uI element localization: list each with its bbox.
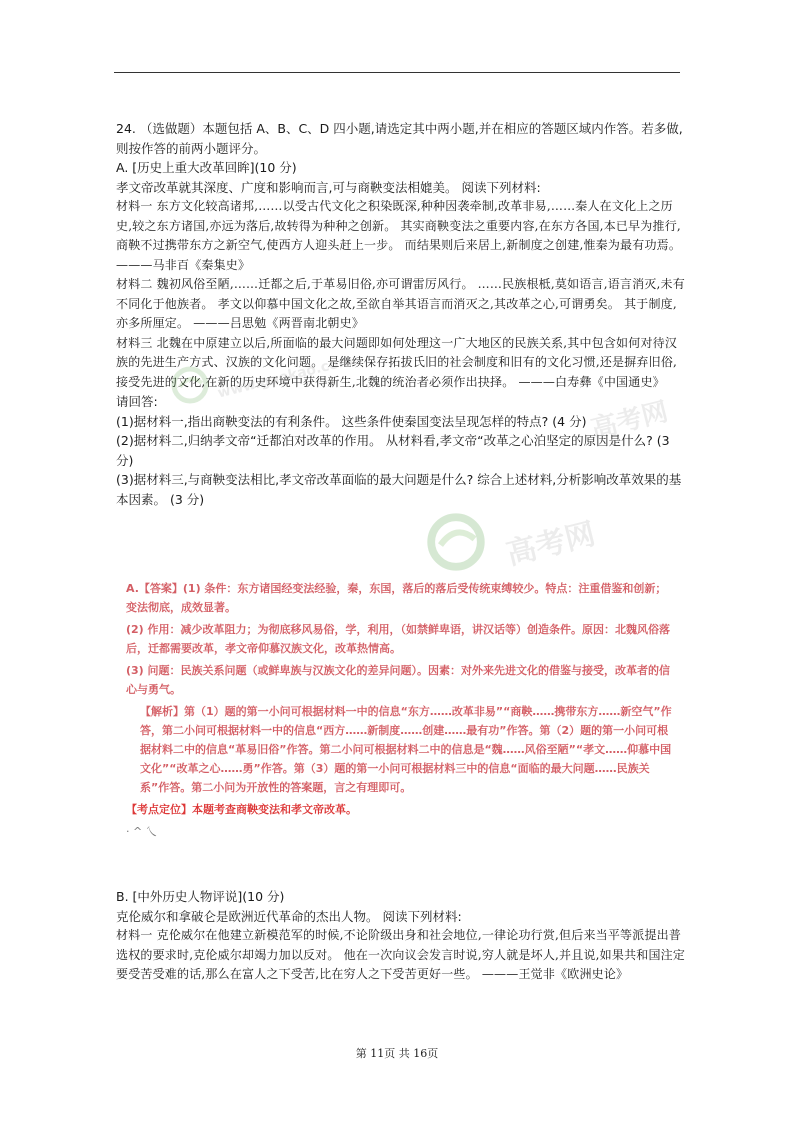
answer-focus: 【考点定位】本题考查商鞅变法和孝文帝改革。 <box>126 803 357 816</box>
ask-prompt: 请回答: <box>116 394 158 409</box>
section-a-title: A. [历史上重大改革回眸](10 分) <box>116 160 297 175</box>
sub-question-1: (1)据材料一,指出商鞅变法的有利条件。 这些条件使秦国变法呈现怎样的特点? (4 分) <box>116 413 587 429</box>
question-intro: 24. （选做题）本题包括 A、B、C、D 四小题,请选定其中两小题,并在相应的答题区域内作答。若多做,则按作答的前两小题评分。 <box>116 121 683 156</box>
question-a-block <box>116 119 688 509</box>
answer-image-block <box>126 579 676 887</box>
material-2: 材料二 魏初风俗至陋,……迁都之后,于革易旧俗,亦可谓雷厉风行。 ……民族根柢,莫如语言,语言消灭,未有不同化于他族者。 孝文以仰慕中国文化之故,至欲自举其语言而消灭之,其改革之心,可谓勇矣。 其于制度,亦多所厘定。 ———吕思勉《两晋南北朝史》 <box>116 277 685 330</box>
header-rule <box>114 72 680 73</box>
sub-question-3: (3)据材料三,与商鞅变法相比,孝文帝改革面临的最大问题是什么? 综合上述材料,分析影响改革效果的基本因素。 (3 分) <box>116 472 682 507</box>
material-1: 材料一 东方文化较高诸邦,……以受古代文化之积染既深,种种因袭牵制,改革非易,……秦人在文化上之历史,较之东方诸国,亦远为落后,故转得为种种之创新。 其实商鞅变法之重要内容,在东方各国,本已早为推行,商鞅不过携带东方之新空气,使西方人迎头赶上一步。 而结果则后来居上,新制度之创建,惟秦为最有功焉。 ———马非百《秦集史》 <box>116 199 682 272</box>
watermark-text-left: www.gaokao.com <box>216 352 355 402</box>
material-3: 材料三 北魏在中原建立以后,所面临的最大问题即如何处理这一广大地区的民族关系,其中包含如何对待汉族的先进生产方式、汉族的文化问题。 是继续保存拓拔氏旧的社会制度和旧有的文化习惯,还是摒弃旧俗,接受先进的文化,在新的历史环境中获得新生,北魏的统治者必须作出抉择。 ———白寿彝《中国通史》 <box>116 335 678 389</box>
answer-part-2: (2) 作用：减少改革阻力；为彻底移风易俗，学，利用，（如禁鲜卑语，讲汉话等）创造条件。原因：北魏风俗落后，迁都需要改革，孝文帝仰慕汉族文化，改革热情高。 <box>126 623 671 655</box>
stray-marks: · ^ 乀 <box>126 825 157 838</box>
section-a-lead: 孝文帝改革就其深度、广度和影响而言,可与商鞅变法相媲美。 阅读下列材料: <box>116 179 541 195</box>
watermark-text-right: 高考网 <box>588 396 672 445</box>
page-footer: 第 11页 共 16页 <box>355 1047 439 1060</box>
section-b-title: B. [中外历史人物评说](10 分) <box>116 889 285 904</box>
section-b-lead: 克伦威尔和拿破仑是欧洲近代革命的杰出人物。 阅读下列材料: <box>116 908 462 924</box>
answer-part-1: A.【答案】(1) 条件：东方诸国经变法经验，秦，东国，落后的落后受传统束缚较少。特点：注重借鉴和创新；变法彻底，成效显著。 <box>126 582 667 614</box>
watermark-center <box>425 505 685 585</box>
section-b-material-1: 材料一 克伦威尔在他建立新模范军的时候,不论阶级出身和社会地位,一律论功行赏,但后来当平等派提出普选权的要求时,克伦威尔却竭力加以反对。 他在一次向议会发言时说,穷人就是坏人,并且说,如果共和国注定要受苦受难的话,那么在富人之下受苦,比在穷人之下受苦更好一些。 ———王觉非《欧洲史论》 <box>116 928 686 981</box>
watermark-logo-icon <box>425 511 487 573</box>
answer-analysis: 【解析】第（1）题的第一小问可根据材料一中的信息“东方……改革非易”“商鞅……携带东方……新空气”作答，第二小问可根据材料一中的信息“西方……新制度……创建……最有功”作答。第（2）题的第一小问可根据材料二中的信息“革易旧俗”作答。第二小问可根据材料二中的信息是“魏……风俗至陋”“孝文……仰慕中国文化”“改革之心……勇”作答。第（3）题的第一小问可根据材料三中的信息“面临的最大问题……民族关系”作答。第二小问为开放性的答案题，言之有理即可。 <box>140 705 672 794</box>
question-b-block <box>116 887 688 985</box>
watermark-text-center: 高考网 <box>502 516 599 573</box>
sub-question-2: (2)据材料二,归纳孝文帝“迁都泊对改革的作用。 从材料看,孝文帝“改革之心泊坚定的原因是什么? (3 分) <box>116 433 670 468</box>
answer-part-3: (3) 问题：民族关系问题（或鲜卑族与汉族文化的差异问题）。因素：对外来先进文化的借鉴与接受，改革者的信心与勇气。 <box>126 664 671 696</box>
